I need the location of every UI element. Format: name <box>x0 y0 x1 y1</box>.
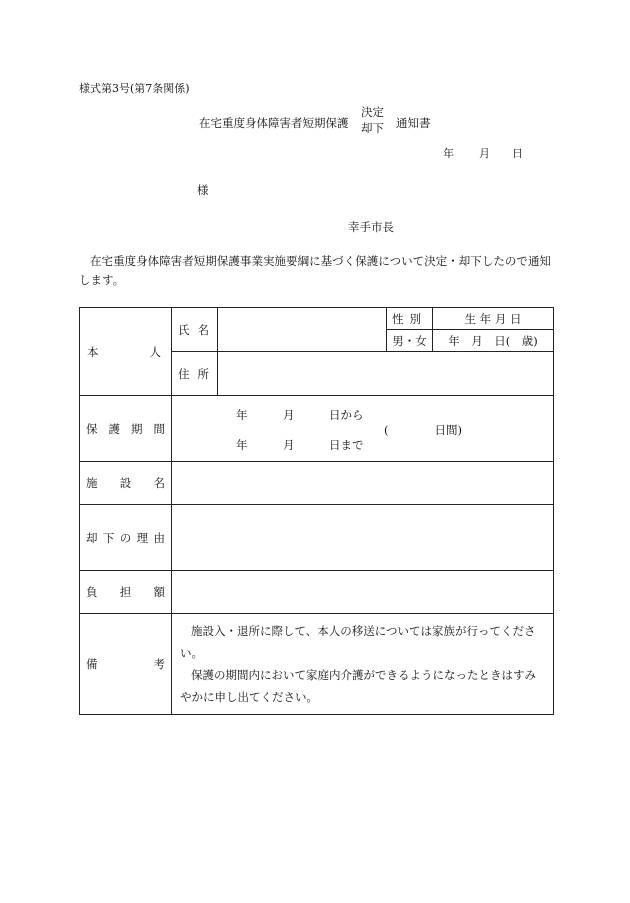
sex-label: 性別 <box>387 308 433 330</box>
remarks-label-char: 考 <box>153 657 165 671</box>
name-label: 氏名 <box>172 308 218 352</box>
period-label-cell <box>80 396 172 462</box>
form-number: 様式第3号(第7条関係) <box>79 82 190 95</box>
address-field[interactable] <box>218 352 554 396</box>
period-label-char: 保 <box>86 421 98 436</box>
title-option-rejection: 却下 <box>361 121 384 135</box>
birth-date-field[interactable]: 年 月 日( 歳) <box>433 330 554 352</box>
period-label-char: 間 <box>153 421 165 436</box>
person-label-char: 人 <box>149 344 161 359</box>
title-option-decision: 決定 <box>361 105 384 119</box>
notice-table <box>79 307 554 715</box>
facility-label-char: 名 <box>153 476 165 490</box>
period-to-month: 月 <box>283 437 295 452</box>
sex-options[interactable]: 男・女 <box>387 330 433 352</box>
reason-label-char: 下 <box>102 530 115 545</box>
period-from-month: 月 <box>283 407 295 422</box>
reason-label-char: 理 <box>136 530 149 545</box>
facility-label-char: 設 <box>119 476 132 490</box>
title-suffix: 通知書 <box>396 116 431 130</box>
remarks-text <box>172 614 554 715</box>
birth-date-label: 生 年 月 日 <box>433 308 554 330</box>
burden-label-char: 負 <box>86 585 98 599</box>
facility-label-cell <box>80 462 172 505</box>
person-label-cell <box>80 308 172 396</box>
addressee-suffix: 様 <box>197 183 209 197</box>
burden-label-char: 額 <box>153 585 165 599</box>
period-field[interactable] <box>172 396 554 462</box>
period-to-day: 日まで <box>329 437 364 452</box>
period-from-day: 日から <box>329 407 364 422</box>
address-label: 住所 <box>172 352 218 396</box>
period-to-year: 年 <box>236 437 248 452</box>
remarks-label-char: 備 <box>86 657 98 671</box>
date-year-label: 年 <box>443 147 454 160</box>
date-day-label: 日 <box>512 147 523 160</box>
facility-field[interactable] <box>172 462 554 505</box>
period-from-year: 年 <box>236 407 248 422</box>
burden-amount-field[interactable] <box>172 571 554 614</box>
reason-label-char: 却 <box>86 530 98 545</box>
period-days: ( 日間) <box>384 422 462 437</box>
remarks-label-cell <box>80 614 172 715</box>
remarks-line: 保護の期間内において家庭内介護ができるようになったときはすみやかに申し出てください。 <box>180 668 536 704</box>
remarks-line: 施設入・退所に際して、本人の移送については家族が行ってください。 <box>180 624 536 660</box>
document-title: 在宅重度身体障害者短期保護 <box>199 116 349 130</box>
reason-label-char: 由 <box>153 530 165 545</box>
burden-label-char: 担 <box>119 585 132 599</box>
facility-label-char: 施 <box>86 476 98 490</box>
period-label-char: 護 <box>108 421 120 436</box>
name-field[interactable] <box>218 308 387 352</box>
rejection-reason-label-cell <box>80 505 172 571</box>
period-label-char: 期 <box>131 421 143 436</box>
burden-amount-label-cell <box>80 571 172 614</box>
reason-label-char: の <box>119 530 132 545</box>
rejection-reason-field[interactable] <box>172 505 554 571</box>
date-month-label: 月 <box>479 147 490 160</box>
person-label-char: 本 <box>87 344 99 359</box>
issuer: 幸手市長 <box>348 220 394 234</box>
notice-body: 在宅重度身体障害者短期保護事業実施要綱に基づく保護について決定・却下したので通知します。 <box>79 254 551 287</box>
